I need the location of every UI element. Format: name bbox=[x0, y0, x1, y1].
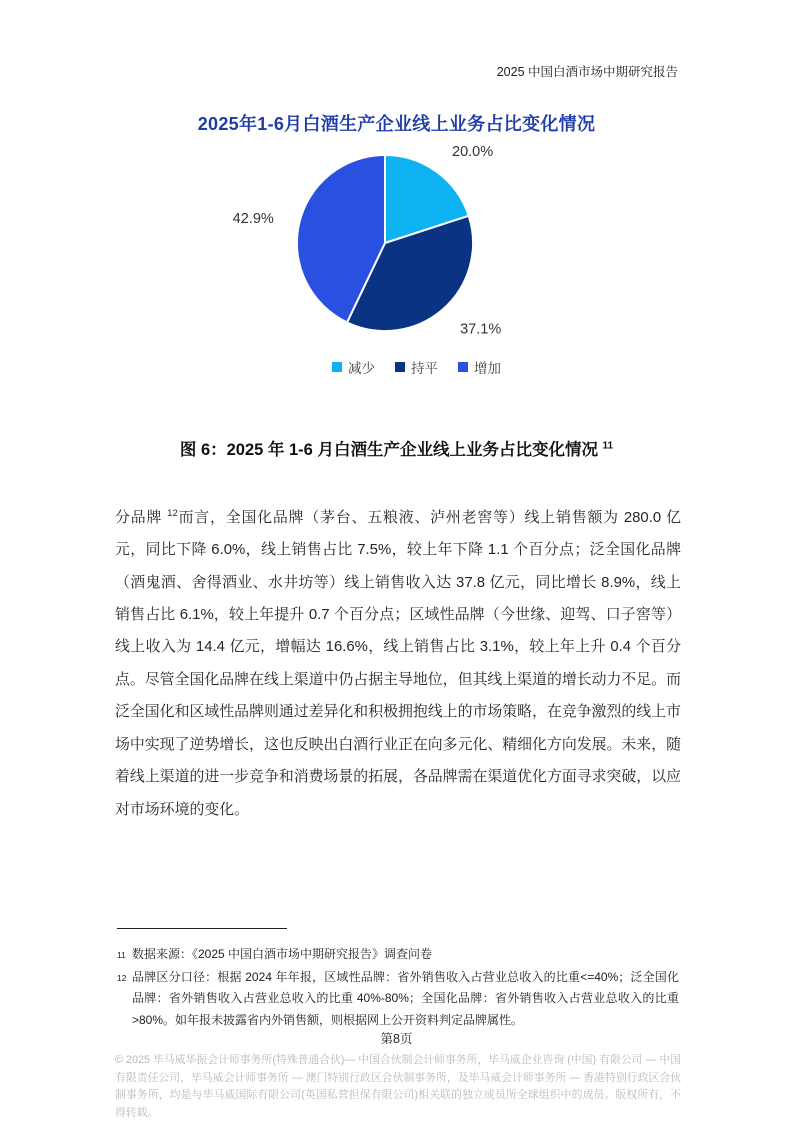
chart-legend bbox=[20, 357, 793, 377]
chart-title: 2025年1-6月白酒生产企业线上业务占比变化情况 bbox=[197, 114, 596, 134]
legend-swatch-icon bbox=[332, 362, 342, 372]
figure-caption-text: 图 6：2025 年 1-6 月白酒生产企业线上业务占比变化情况 bbox=[179, 441, 603, 459]
pie-value-label: 42.9% bbox=[232, 210, 274, 227]
legend-label: 增加 bbox=[474, 361, 501, 376]
body-footnote-ref: 12 bbox=[167, 507, 178, 519]
pie-value-label: 37.1% bbox=[460, 321, 502, 338]
body-text-main: 而言，全国化品牌（茅台、五粮液、泸州老窖等）线上销售额为 280.0 亿元，同比下降 6.0%，线上销售占比 7.5%，较上年下降 1.1 个百分点；泛全国化品牌（酒鬼酒、舍得酒业、水井坊等）线上销售收入达 37.8 亿元，同比增长 8.9%，线上销售占比 6.1%，较上年提升 0.7 个百分点；区域性品牌（今世缘、迎驾、口子窖等）线上收入为 14.4 亿元，增幅达 16.6%，线上销售占比 3.1%，较上年上升 0.4 个百分点。尽管全国化品牌在线上渠道中仍占据主导地位，但其线上渠道的增长动力不足。而泛全国化和区域性品牌则通过差异化和积极拥抱线上的市场策略，在竞争激烈的线上市场中实现了逆势增长，这也反映出白酒行业正在向多元化、精细化方向发展。未来，随着线上渠道的进一步竞争和消费场景的拓展，各品牌需在渠道优化方面寻求突破，以应对市场环境的变化。 bbox=[115, 509, 681, 818]
footnotes bbox=[117, 944, 679, 1031]
legend-swatch-icon bbox=[458, 362, 468, 372]
page-number: 第8页 bbox=[380, 1032, 413, 1046]
footnote-12-ref: 12 bbox=[117, 972, 127, 983]
footnote-11-text: 数据来源：《2025 中国白酒市场中期研究报告》调查问卷 bbox=[132, 947, 433, 961]
footnote-12-text: 品牌区分口径：根据 2024 年年报，区域性品牌：省外销售收入占营业总收入的比重<=40%；泛全国化品牌：省外销售收入占营业总收入的比重 40%-80%；全国化品牌：省外销售收入占营业总收入的比重>80%。如年报未披露省内外销售额，则根据网上公开资料判定品牌属性。 bbox=[132, 969, 679, 1027]
footnote-separator bbox=[117, 928, 287, 929]
legend-item-持平 bbox=[395, 357, 438, 377]
body-text-lead: 分品牌 bbox=[115, 509, 168, 526]
copyright-text: © 2025 毕马威华振会计师事务所(特殊普通合伙)— 中国合伙制会计师事务所，毕马威企业咨询 (中国) 有限公司 — 中国有限责任公司，毕马威会计师事务所 — 澳门特别行政区合伙制事务所，及毕马威会计师事务所 — 香港特别行政区合伙制事务所，均是与毕马威国际有限公司(英国私营担保有限公司)相关联的独立成员所全球组织中的成员。版权所有，不得转载。 bbox=[115, 1054, 681, 1119]
pie-value-label: 20.0% bbox=[452, 143, 494, 160]
pie-chart bbox=[165, 140, 605, 345]
body-paragraph bbox=[115, 498, 681, 826]
legend-swatch-icon bbox=[395, 362, 405, 372]
legend-label: 持平 bbox=[411, 361, 438, 376]
legend-label: 减少 bbox=[348, 361, 375, 376]
figure-caption-footnote-ref: 11 bbox=[602, 440, 614, 452]
footnote-11 bbox=[117, 944, 679, 967]
legend-item-减少 bbox=[332, 357, 375, 377]
header-title: 2025 中国白酒市场中期研究报告 bbox=[496, 65, 678, 79]
footnote-11-ref: 11 bbox=[117, 950, 126, 960]
page-footer bbox=[115, 1052, 681, 1121]
figure-caption bbox=[0, 436, 793, 460]
footnote-12 bbox=[117, 967, 679, 1032]
legend-item-增加 bbox=[458, 357, 501, 377]
page-header bbox=[115, 62, 678, 80]
